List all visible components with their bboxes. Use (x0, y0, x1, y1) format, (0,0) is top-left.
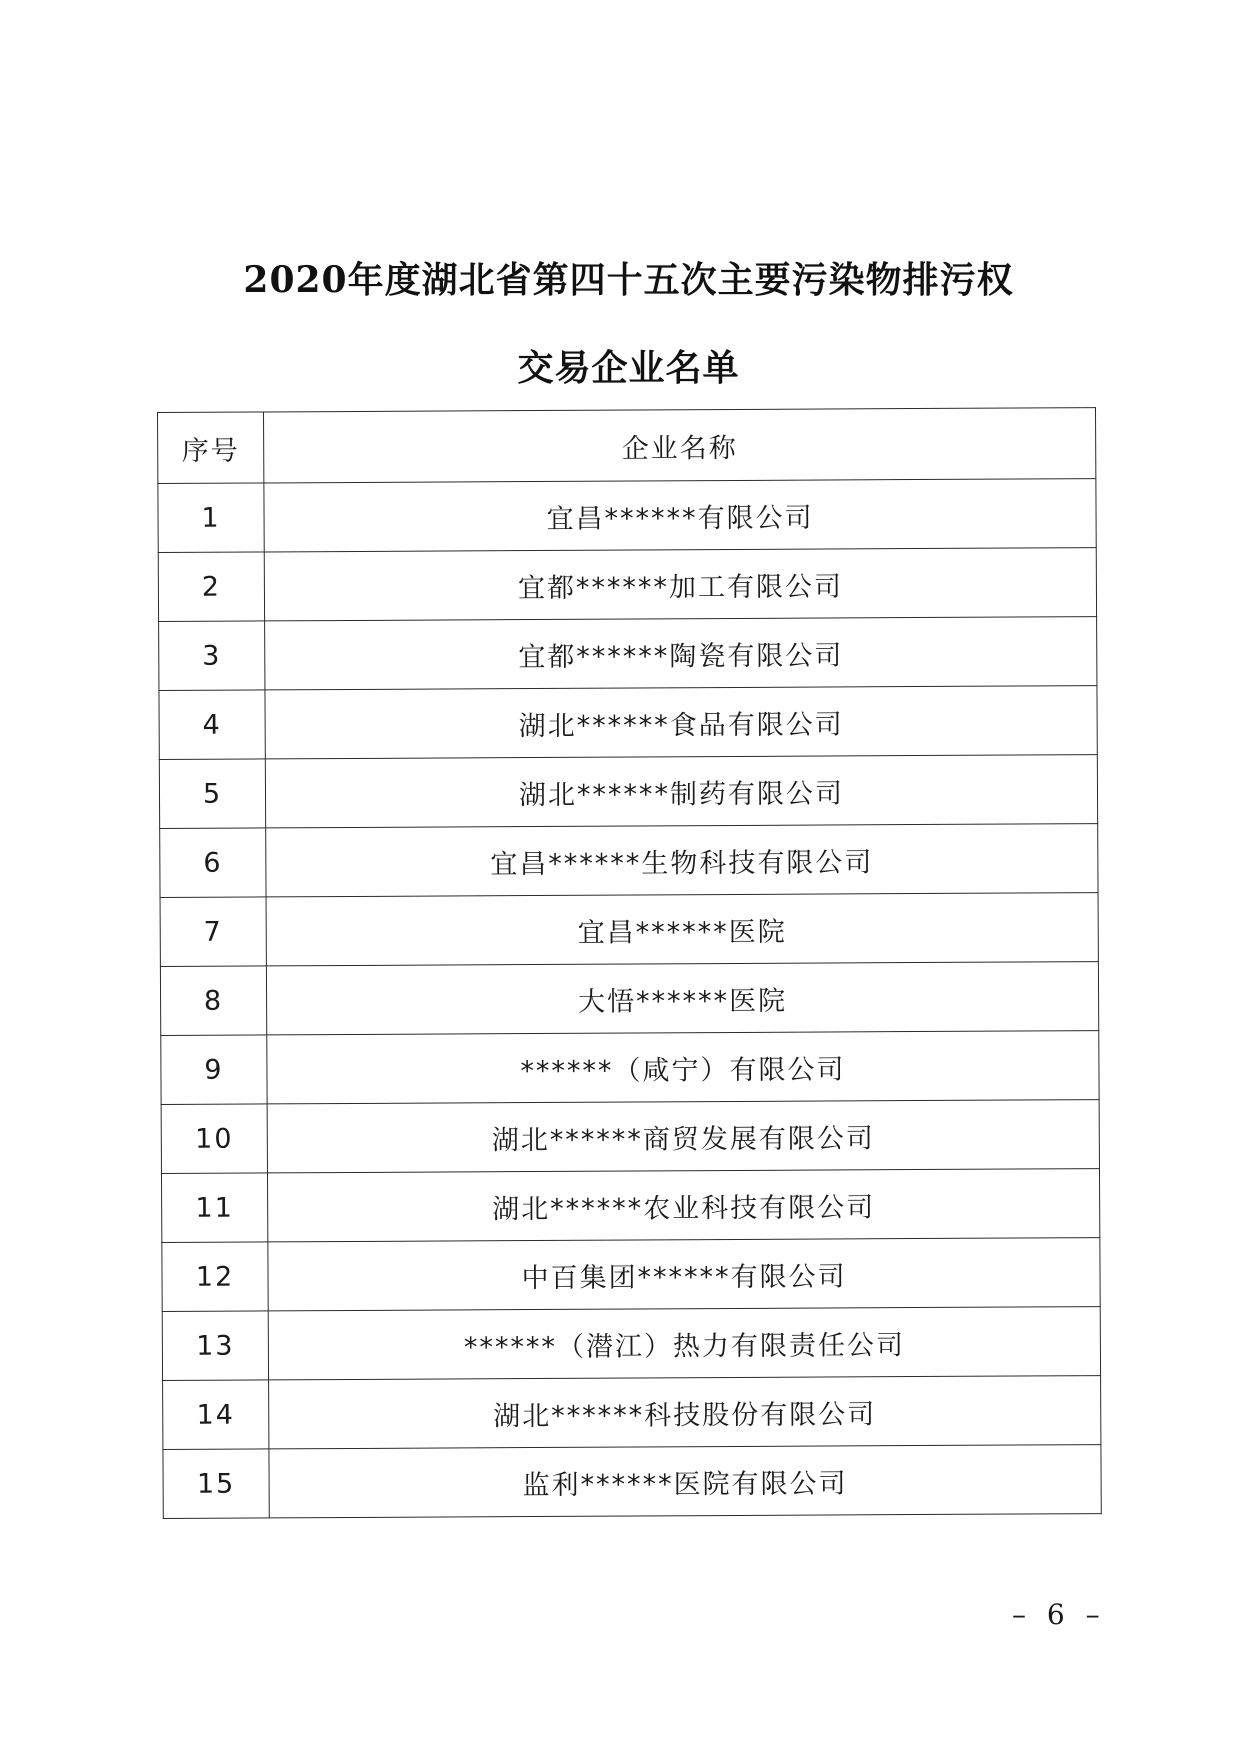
enterprise-name: 宜都******加工有限公司 (264, 548, 1096, 621)
table-row (161, 1031, 1099, 1105)
row-number: 10 (161, 1104, 267, 1174)
row-number: 5 (159, 759, 265, 829)
row-number: 2 (158, 552, 264, 622)
enterprise-name: 湖北******食品有限公司 (265, 686, 1097, 759)
table-row (160, 893, 1098, 967)
enterprise-name: 湖北******农业科技有限公司 (267, 1169, 1099, 1242)
table-row (161, 1100, 1099, 1174)
enterprise-name: 湖北******商贸发展有限公司 (267, 1100, 1099, 1173)
enterprise-table (157, 407, 1102, 1519)
table-row (161, 1169, 1099, 1243)
enterprise-name: 湖北******科技股份有限公司 (269, 1376, 1101, 1449)
row-number: 12 (162, 1242, 268, 1312)
row-number: 11 (161, 1173, 267, 1243)
column-header-no: 序号 (158, 412, 264, 484)
enterprise-name: 宜昌******医院 (266, 893, 1098, 966)
row-number: 7 (160, 897, 266, 967)
table-row (159, 686, 1097, 760)
table-row (160, 824, 1098, 898)
document-title-line-2: 交易企业名单 (517, 347, 740, 389)
table-row (162, 1307, 1100, 1381)
row-number: 15 (163, 1449, 269, 1519)
table-row (163, 1445, 1101, 1519)
row-number: 6 (160, 828, 266, 898)
enterprise-name: 宜昌******生物科技有限公司 (266, 824, 1098, 897)
table-row (163, 1376, 1101, 1450)
row-number: 13 (162, 1311, 268, 1381)
enterprise-name: 监利******医院有限公司 (269, 1445, 1101, 1518)
enterprise-name: ******（咸宁）有限公司 (267, 1031, 1099, 1104)
row-number: 1 (158, 483, 264, 553)
enterprise-table-container (157, 407, 1101, 1519)
page-number: – 6 – (1012, 1598, 1106, 1631)
table-row (159, 755, 1097, 829)
table-row (160, 962, 1098, 1036)
row-number: 9 (161, 1035, 267, 1105)
enterprise-name: ******（潜江）热力有限责任公司 (268, 1307, 1100, 1380)
column-header-name: 企业名称 (264, 408, 1096, 483)
enterprise-name: 宜昌******有限公司 (264, 479, 1096, 552)
table-header-row (158, 408, 1096, 484)
enterprise-name: 大悟******医院 (266, 962, 1098, 1035)
row-number: 4 (159, 690, 265, 760)
table-row (159, 617, 1097, 691)
table-row (162, 1238, 1100, 1312)
row-number: 14 (163, 1380, 269, 1450)
enterprise-name: 中百集团******有限公司 (268, 1238, 1100, 1311)
document-title-line-1: 2020年度湖北省第四十五次主要污染物排污权 (243, 259, 1014, 301)
table-row (158, 479, 1096, 553)
row-number: 8 (160, 966, 266, 1036)
enterprise-name: 湖北******制药有限公司 (265, 755, 1097, 828)
enterprise-name: 宜都******陶瓷有限公司 (265, 617, 1097, 690)
row-number: 3 (159, 621, 265, 691)
table-row (158, 548, 1096, 622)
